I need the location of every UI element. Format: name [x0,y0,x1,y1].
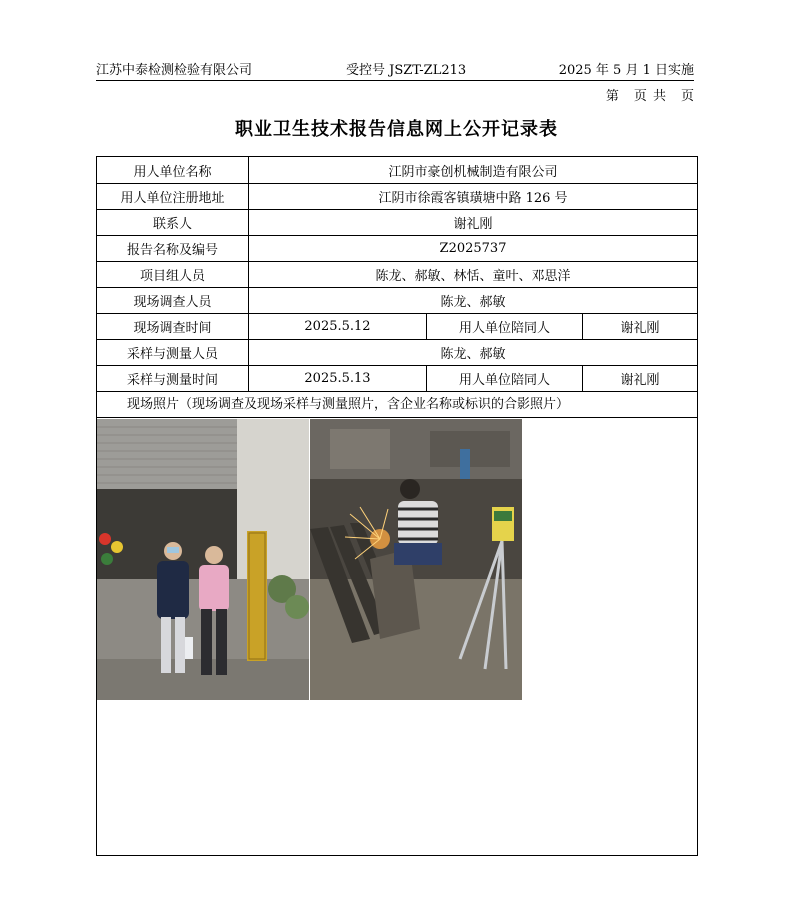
row-team [97,262,697,288]
site-photos [97,419,697,719]
header-effective-date: 2025 年 5 月 1 日实施 [558,63,694,78]
label-team: 项目组人员 [97,262,249,287]
row-employer-name [97,157,697,184]
label-employer-name: 用人单位名称 [97,157,249,183]
photo-caption: 现场照片（现场调查及现场采样与测量照片，含企业名称或标识的合影照片） [97,392,697,418]
row-sampling-time [97,366,697,392]
sampling-photo-image [310,419,522,700]
label-report: 报告名称及编号 [97,236,249,261]
value-sampling-escort: 谢礼刚 [620,373,660,388]
page-header [96,62,694,81]
value-survey-staff: 陈龙、郝敏 [440,295,506,310]
page-numbering: 第 页 共 页 [605,89,695,104]
label-reg-address: 用人单位注册地址 [97,184,249,209]
value-employer-name: 江阴市豪创机械制造有限公司 [388,164,558,180]
label-sampling-staff: 采样与测量人员 [97,340,249,365]
label-survey-escort: 用人单位陪同人 [427,314,583,339]
row-survey-staff [97,288,697,314]
header-control-no: 受控号 JSZT-ZL213 [346,63,467,78]
label-sampling-escort: 用人单位陪同人 [427,366,583,391]
row-reg-address [97,184,697,210]
photo-onsite-sampling [310,419,522,700]
row-report [97,236,697,262]
value-survey-escort: 谢礼刚 [620,321,660,336]
row-sampling-staff [97,340,697,366]
value-sampling-staff: 陈龙、郝敏 [440,347,506,362]
value-reg-address: 江阴市徐霞客镇璜塘中路 126 号 [378,191,568,206]
value-sampling-time: 2025.5.13 [249,366,427,391]
label-contact: 联系人 [97,210,249,235]
value-team: 陈龙、郝敏、林恬、童叶、邓思洋 [375,269,571,284]
page-title: 职业卫生技术报告信息网上公开记录表 [235,119,558,140]
row-survey-time [97,314,697,340]
value-survey-time: 2025.5.12 [249,314,427,339]
value-contact: 谢礼刚 [453,217,493,232]
label-sampling-time: 采样与测量时间 [97,366,249,391]
label-survey-time: 现场调查时间 [97,314,249,339]
entrance-photo-image [97,419,309,700]
photo-entrance-group [97,419,309,700]
value-report-no: Z2025737 [439,241,507,256]
record-form [96,156,698,856]
row-contact [97,210,697,236]
label-survey-staff: 现场调查人员 [97,288,249,313]
header-company: 江苏中泰检测检验有限公司 [96,63,253,78]
